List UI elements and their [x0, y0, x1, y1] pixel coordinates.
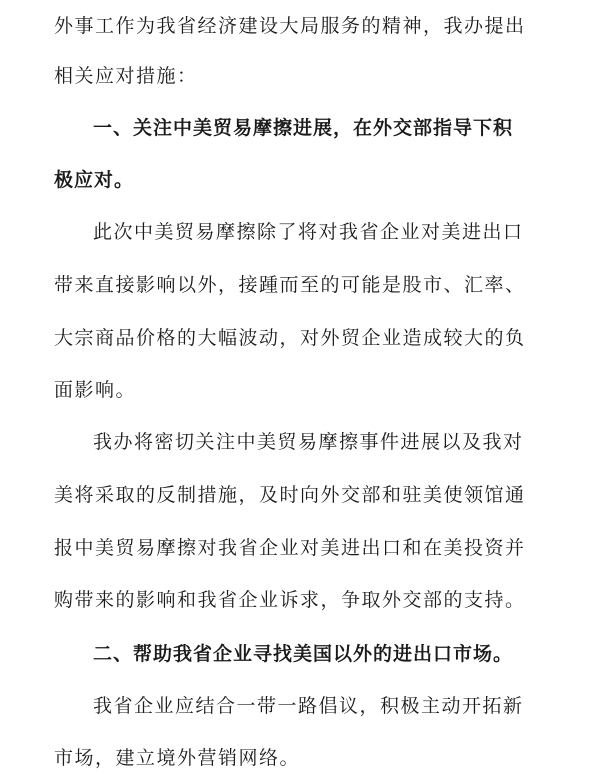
section-heading-1-line: 极应对。 — [54, 169, 135, 191]
paragraph-line: 大宗商品价格的大幅波动，对外贸企业造成较大的负 — [54, 327, 526, 349]
paragraph-line: 此次中美贸易摩擦除了将对我省企业对美进出口 — [93, 221, 524, 243]
paragraph-line: 购带来的影响和我省企业诉求，争取外交部的支持。 — [54, 589, 526, 611]
paragraph-line: 带来直接影响以外，接踵而至的可能是股市、汇率、 — [54, 274, 526, 296]
paragraph-line: 美将采取的反制措施，及时向外交部和驻美使领馆通 — [54, 484, 526, 506]
section-heading-2: 二、帮助我省企业寻找美国以外的进出口市场。 — [93, 643, 514, 665]
paragraph-line: 市场，建立境外营销网络。 — [54, 747, 301, 769]
section-heading-1-line: 一、关注中美贸易摩擦进展，在外交部指导下积 — [93, 117, 514, 139]
paragraph-line: 我省企业应结合一带一路倡议，积极主动开拓新 — [93, 695, 524, 717]
paragraph-line: 面影响。 — [54, 379, 137, 401]
paragraph-line: 报中美贸易摩擦对我省企业对美进出口和在美投资并 — [54, 537, 526, 559]
paragraph-line: 外事工作为我省经济建设大局服务的精神，我办提出 — [54, 15, 526, 37]
paragraph-line: 我办将密切关注中美贸易摩擦事件进展以及我对 — [93, 431, 524, 453]
paragraph-line: 相关应对措施： — [54, 65, 198, 87]
